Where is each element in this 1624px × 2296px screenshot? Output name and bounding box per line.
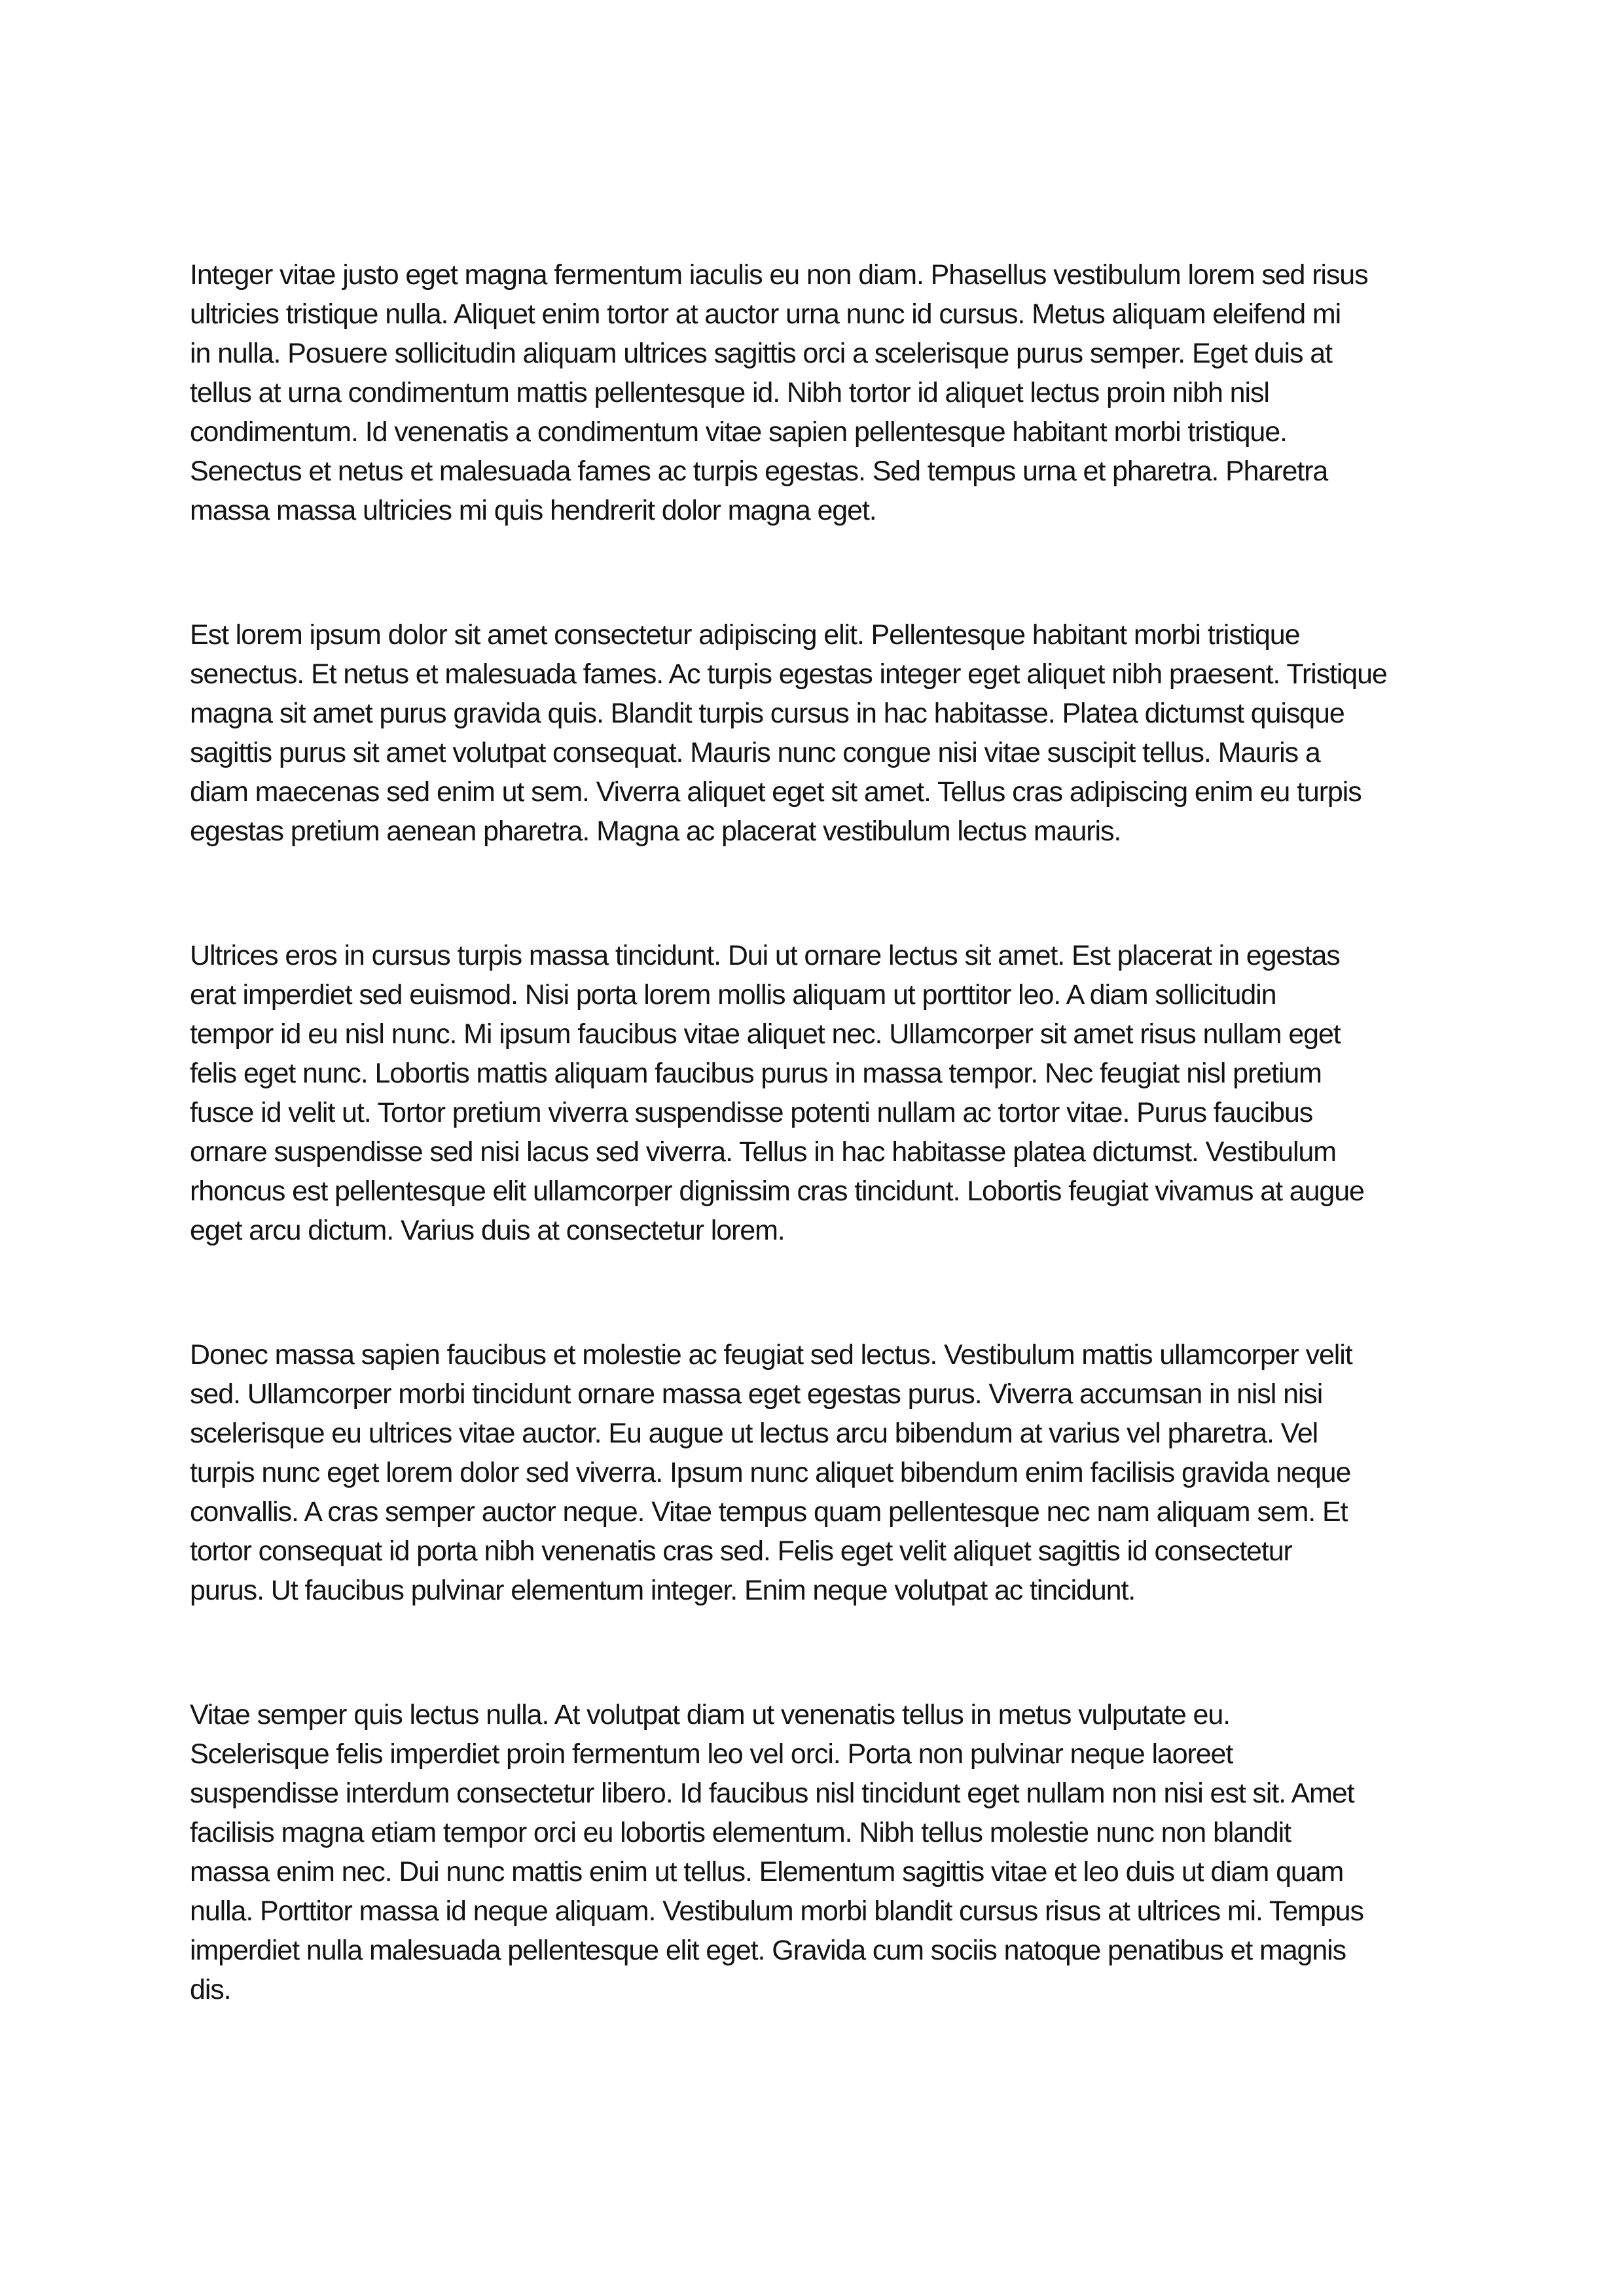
text-line: Est lorem ipsum dolor sit amet consectetur adipiscing elit. Pellentesque habitant morbi tristique xyxy=(190,619,1300,651)
text-line: nulla. Porttitor massa id neque aliquam. Vestibulum morbi blandit cursus risus at ultrices mi. Tempus xyxy=(190,1895,1363,1927)
text-line: Senectus et netus et malesuada fames ac turpis egestas. Sed tempus urna et pharetra. Pharetra xyxy=(190,456,1328,487)
text-line: fusce id velit ut. Tortor pretium viverra suspendisse potenti nullam ac tortor vitae. Purus faucibus xyxy=(190,1097,1313,1128)
text-line: rhoncus est pellentesque elit ullamcorper dignissim cras tincidunt. Lobortis feugiat vivamus at augue xyxy=(190,1175,1364,1207)
text-line: senectus. Et netus et malesuada fames. Ac turpis egestas integer eget aliquet nibh praesent. Tristique xyxy=(190,658,1387,690)
text-line: ultricies tristique nulla. Aliquet enim tortor at auctor urna nunc id cursus. Metus aliquam eleifend mi xyxy=(190,298,1341,330)
text-line: Integer vitae justo eget magna fermentum iaculis eu non diam. Phasellus vestibulum lorem sed risus xyxy=(190,259,1368,291)
text-line: erat imperdiet sed euismod. Nisi porta lorem mollis aliquam ut porttitor leo. A diam sollicitudin xyxy=(190,979,1276,1011)
text-line: dis. xyxy=(190,1974,231,2005)
text-line: purus. Ut faucibus pulvinar elementum integer. Enim neque volutpat ac tincidunt. xyxy=(190,1575,1136,1606)
text-line: suspendisse interdum consectetur libero. Id faucibus nisl tincidunt eget nullam non nisi est sit. Amet xyxy=(190,1778,1354,1809)
text-line: turpis nunc eget lorem dolor sed viverra. Ipsum nunc aliquet bibendum enim facilisis gravida neque xyxy=(190,1457,1351,1488)
text-line: tortor consequat id porta nibh venenatis cras sed. Felis eget velit aliquet sagittis id consectetur xyxy=(190,1535,1292,1567)
text-line: facilisis magna etiam tempor orci eu lobortis elementum. Nibh tellus molestie nunc non blandit xyxy=(190,1817,1291,1848)
text-line: convallis. A cras semper auctor neque. Vitae tempus quam pellentesque nec nam aliquam sem. Et xyxy=(190,1496,1348,1528)
text-line: Donec massa sapien faucibus et molestie ac feugiat sed lectus. Vestibulum mattis ullamcorper velit xyxy=(190,1339,1352,1371)
paragraph-4 xyxy=(190,1335,1440,1610)
text-line: in nulla. Posuere sollicitudin aliquam ultrices sagittis orci a scelerisque purus semper. Eget duis at xyxy=(190,338,1332,369)
text-line: sed. Ullamcorper morbi tincidunt ornare massa eget egestas purus. Viverra accumsan in nisl nisi xyxy=(190,1378,1323,1410)
text-line: eget arcu dictum. Varius duis at consectetur lorem. xyxy=(190,1215,785,1246)
paragraph-3 xyxy=(190,936,1440,1250)
text-line: tempor id eu nisl nunc. Mi ipsum faucibus vitae aliquet nec. Ullamcorper sit amet risus nullam eget xyxy=(190,1018,1341,1050)
text-line: scelerisque eu ultrices vitae auctor. Eu augue ut lectus arcu bibendum at varius vel pharetra. Vel xyxy=(190,1418,1318,1449)
paragraph-5 xyxy=(190,1695,1440,2009)
text-line: felis eget nunc. Lobortis mattis aliquam faucibus purus in massa tempor. Nec feugiat nisl pretium xyxy=(190,1058,1322,1089)
text-line: condimentum. Id venenatis a condimentum vitae sapien pellentesque habitant morbi tristique. xyxy=(190,416,1287,448)
text-line: magna sit amet purus gravida quis. Blandit turpis cursus in hac habitasse. Platea dictumst quisque xyxy=(190,698,1344,729)
paragraph-2 xyxy=(190,615,1440,851)
paragraph-1 xyxy=(190,255,1440,530)
text-line: sagittis purus sit amet volutpat consequat. Mauris nunc congue nisi vitae suscipit tellus. Mauris a xyxy=(190,737,1320,768)
text-line: massa enim nec. Dui nunc mattis enim ut tellus. Elementum sagittis vitae et leo duis ut diam quam xyxy=(190,1856,1344,1888)
text-line: egestas pretium aenean pharetra. Magna ac placerat vestibulum lectus mauris. xyxy=(190,816,1121,847)
text-line: Ultrices eros in cursus turpis massa tincidunt. Dui ut ornare lectus sit amet. Est placerat in egestas xyxy=(190,940,1340,971)
document-body xyxy=(190,255,1440,2009)
text-line: diam maecenas sed enim ut sem. Viverra aliquet eget sit amet. Tellus cras adipiscing enim eu turpis xyxy=(190,776,1362,808)
text-line: ornare suspendisse sed nisi lacus sed viverra. Tellus in hac habitasse platea dictumst. Vestibulum xyxy=(190,1136,1336,1168)
text-line: Vitae semper quis lectus nulla. At volutpat diam ut venenatis tellus in metus vulputate eu. xyxy=(190,1699,1231,1731)
text-line: tellus at urna condimentum mattis pellentesque id. Nibh tortor id aliquet lectus proin nibh nisl xyxy=(190,377,1269,408)
text-line: massa massa ultricies mi quis hendrerit dolor magna eget. xyxy=(190,495,876,526)
text-line: Scelerisque felis imperdiet proin fermentum leo vel orci. Porta non pulvinar neque laoreet xyxy=(190,1738,1233,1770)
text-line: imperdiet nulla malesuada pellentesque elit eget. Gravida cum sociis natoque penatibus et magnis xyxy=(190,1935,1346,1966)
